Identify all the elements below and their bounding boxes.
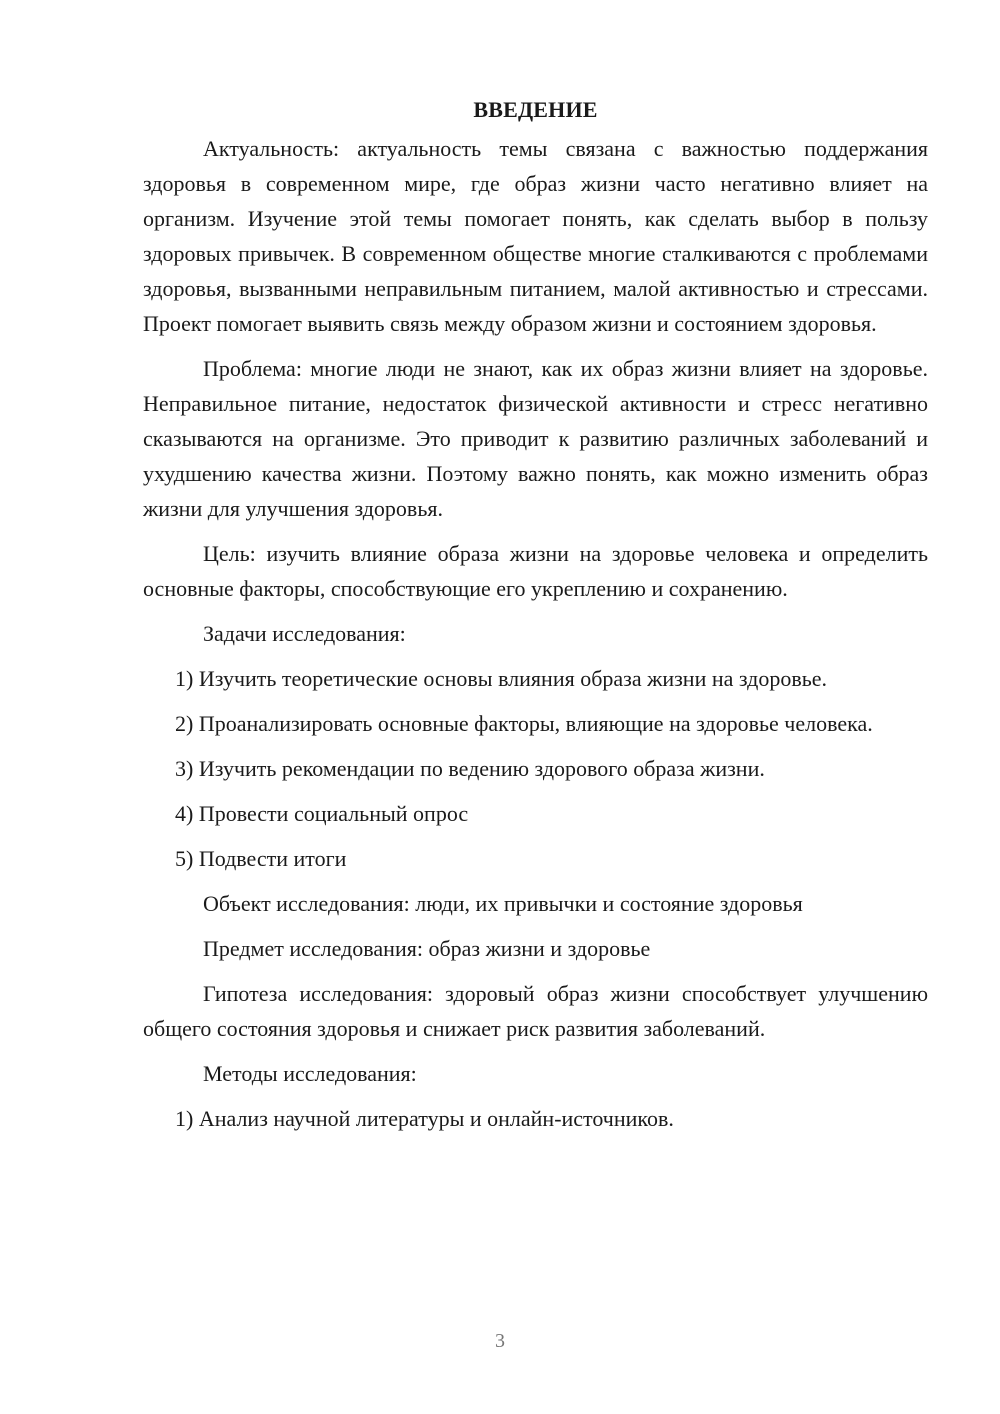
document-page [143,92,928,1146]
research-subject: Предмет исследования: образ жизни и здоровье [203,936,651,961]
method-item-1: 1) Анализ научной литературы и онлайн-источников. [175,1106,674,1131]
task-item-4: 4) Провести социальный опрос [175,801,469,826]
tasks-heading: Задачи исследования: [203,621,406,646]
relevance-paragraph: Актуальность: актуальность темы связана с важностью поддержания здоровья в современном мире, где образ жизни часто негативно влияет на организм. Изучение этой темы помогает понять, как сделать выбор в пользу здоровых привычек. В современном обществе многие сталкиваются с проблемами здоровья, вызванными неправильным питанием, малой активностью и стрессами. Проект помогает выявить связь между образом жизни и состоянием здоровья. [143,136,928,336]
methods-heading: Методы исследования: [203,1061,417,1086]
task-item-2: 2) Проанализировать основные факторы, влияющие на здоровье человека. [175,711,873,736]
task-item-1: 1) Изучить теоретические основы влияния образа жизни на здоровье. [175,666,828,691]
hypothesis-paragraph: Гипотеза исследования: здоровый образ жизни способствует улучшению общего состояния здоровья и снижает риск развития заболеваний. [143,981,928,1041]
task-item-3: 3) Изучить рекомендации по ведению здорового образа жизни. [175,756,765,781]
page-number: 3 [495,1330,505,1352]
problem-paragraph: Проблема: многие люди не знают, как их образ жизни влияет на здоровье. Неправильное питание, недостаток физической активности и стресс негативно сказываются на организме. Это приводит к развитию различных заболеваний и ухудшению качества жизни. Поэтому важно понять, как можно изменить образ жизни для улучшения здоровья. [143,356,928,521]
page-title: ВВЕДЕНИЕ [473,97,598,122]
task-item-5: 5) Подвести итоги [175,846,347,871]
research-object: Объект исследования: люди, их привычки и состояние здоровья [203,891,803,916]
goal-paragraph: Цель: изучить влияние образа жизни на здоровье человека и определить основные факторы, способствующие его укреплению и сохранению. [143,541,928,601]
